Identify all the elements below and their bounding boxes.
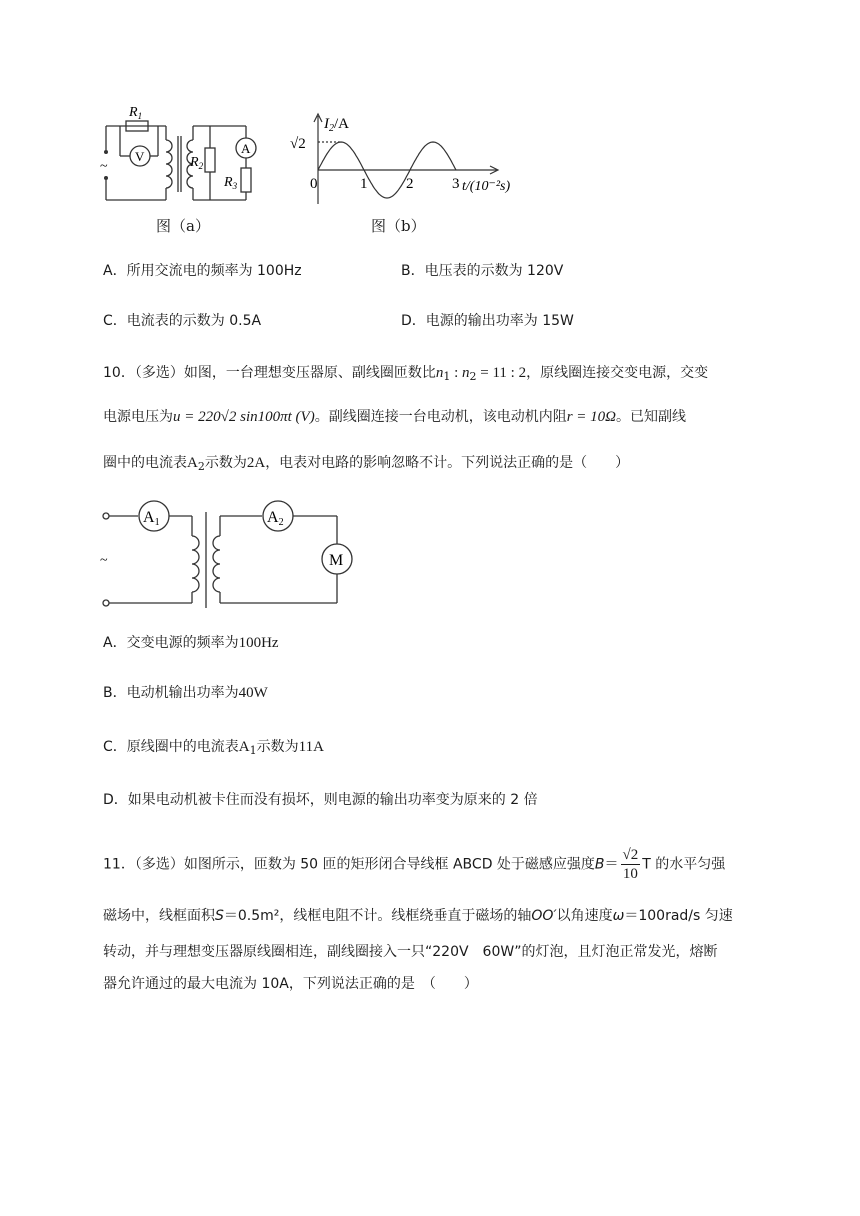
b-fraction	[621, 846, 641, 883]
svg-text:A2	[267, 509, 284, 528]
q11-line2-c: 以角速度	[556, 908, 613, 924]
q10-option-c	[103, 736, 324, 761]
q11-stem-line-3: 转动，并与理想变压器原线圈相连，副线圈接入一只“220V 60W”的灯泡，且灯泡正常发光，熔断	[103, 944, 718, 960]
x-tick-label: 2	[406, 176, 414, 192]
q10-option-d: D．如果电动机被卡住而没有损坏，则电源的输出功率变为原来的 2 倍	[103, 792, 538, 808]
q10-line3-b: 示数为	[204, 455, 247, 471]
svg-text:A1	[143, 509, 160, 528]
a2-symbol: A	[187, 455, 198, 471]
b-numerator: √2	[622, 847, 639, 863]
svg-text:R2	[189, 155, 204, 171]
a2-subscript: 2	[197, 460, 205, 473]
n1-symbol: n	[435, 365, 444, 381]
q10-option-c-text: C．原线圈中的电流表	[103, 739, 239, 755]
q11-stem-line-2	[103, 905, 733, 925]
svg-text:R3	[223, 175, 238, 191]
q9-option-c: C．电流表的示数为 0.5A	[103, 313, 262, 329]
svg-text:R1	[128, 105, 142, 121]
q10-option-c-value: 11A	[298, 739, 324, 755]
r2-subscript: 2	[198, 161, 204, 171]
q10-option-b	[103, 682, 268, 703]
y-axis-symbol: I	[324, 116, 329, 132]
q11-line2-d: ＝100rad/s 匀速	[624, 908, 733, 924]
r2-label: R	[190, 155, 199, 170]
q9-option-a: A．所用交流电的频率为 100Hz	[103, 263, 302, 279]
q11-line2-b: ＝0.5m²，线框电阻不计。线框绕垂直于磁场的轴	[223, 908, 532, 924]
s-symbol: S	[215, 908, 224, 924]
r3-label: R	[224, 175, 233, 190]
b-symbol: B	[594, 856, 605, 873]
a1-subscript: 1	[249, 744, 257, 757]
ac-source-symbol: ~	[100, 553, 108, 568]
figure-a-caption: 图（a）	[156, 217, 210, 235]
y-tick-label: √2	[290, 136, 306, 152]
b-denominator: 10	[622, 866, 638, 882]
q10-option-a	[103, 632, 279, 653]
turns-ratio-value: = 11 : 2	[476, 365, 527, 381]
svg-text:I2/A	[323, 116, 349, 134]
motor-label: M	[329, 552, 344, 569]
equals-sign: ＝	[604, 856, 619, 873]
axis-symbol: OO′	[531, 908, 557, 924]
q10-option-b-text: B．电动机输出功率为	[103, 685, 239, 701]
q10-line3-a: 圈中的电流表	[103, 455, 187, 471]
q11-line2-a: 磁场中，线框面积	[103, 908, 215, 924]
r1-subscript: 1	[137, 111, 143, 121]
q10-option-b-value: 40W	[238, 685, 268, 701]
q10-line2-c: 。已知副线	[616, 409, 687, 425]
q11-stem-line-4: 器允许通过的最大电流为 10A，下列说法正确的是 （ ）	[103, 976, 478, 992]
q10-stem-line-2	[103, 406, 686, 427]
a1-meter-subscript: 1	[154, 517, 160, 528]
origin-label: 0	[310, 176, 318, 192]
q10-option-a-value: 100Hz	[238, 635, 279, 651]
ammeter-label: A	[241, 141, 251, 156]
q10-option-c-mid: 示数为	[256, 739, 299, 755]
q10-line1-tail: ，原线圈连接交变电源，交变	[526, 365, 709, 381]
q11-line1-a: 11．（多选）如图所示，匝数为 50 匝的矩形闭合导线框 ABCD 处于磁感应强度	[103, 856, 595, 873]
figure-b-caption: 图（b）	[371, 217, 426, 235]
n1-subscript: 1	[443, 370, 451, 383]
q10-circuit-figure	[96, 500, 356, 612]
voltage-expression: u = 220√2 sin100πt (V)	[173, 409, 315, 425]
q10-line2-b: 。副线圈连接一台电动机，该电动机内阻	[314, 409, 567, 425]
q10-option-a-text: A．交变电源的频率为	[103, 635, 239, 651]
q10-stem-line-3	[103, 452, 629, 477]
figure-b-graph	[282, 108, 532, 214]
a2-meter-label: A	[267, 509, 279, 526]
n2-symbol: n	[462, 365, 470, 381]
q10-intro: 10．（多选）如图，一台理想变压器原、副线圈匝数比	[103, 365, 436, 381]
y-axis-subscript: 2	[329, 123, 334, 134]
a2-meter-subscript: 2	[278, 517, 284, 528]
x-tick-label: 3	[452, 176, 460, 192]
a1-symbol: A	[238, 739, 250, 755]
y-axis-unit: /A	[334, 116, 349, 132]
q11-stem-line-1	[103, 846, 725, 883]
n2-subscript: 2	[469, 370, 477, 383]
r1-label: R	[129, 105, 138, 120]
a1-meter-label: A	[143, 509, 155, 526]
r3-subscript: 3	[232, 181, 238, 191]
a2-reading: 2A	[246, 455, 266, 471]
resistance-expression: r = 10Ω	[566, 409, 617, 425]
q10-line3-c: ，电表对电路的影响忽略不计。下列说法正确的是（ ）	[265, 455, 630, 471]
q10-line2-a: 电源电压为	[103, 409, 173, 425]
voltmeter-label: V	[135, 149, 145, 164]
q10-stem-line-1: 10．（多选）如图，一台理想变压器原、副线圈匝数比$n_1$ : $n_2 = 11$ : 2，原线圈连接交变电源，交变	[103, 365, 709, 383]
omega-symbol: ω	[612, 908, 625, 924]
x-axis-label: t/(10⁻²s)	[462, 179, 511, 194]
q9-option-d: D．电源的输出功率为 15W	[401, 313, 574, 329]
x-tick-label: 1	[360, 176, 368, 192]
q9-option-b: B．电压表的示数为 120V	[401, 263, 564, 279]
q11-line1-b: T 的水平匀强	[642, 856, 726, 873]
ac-source-symbol: ~	[100, 159, 108, 174]
